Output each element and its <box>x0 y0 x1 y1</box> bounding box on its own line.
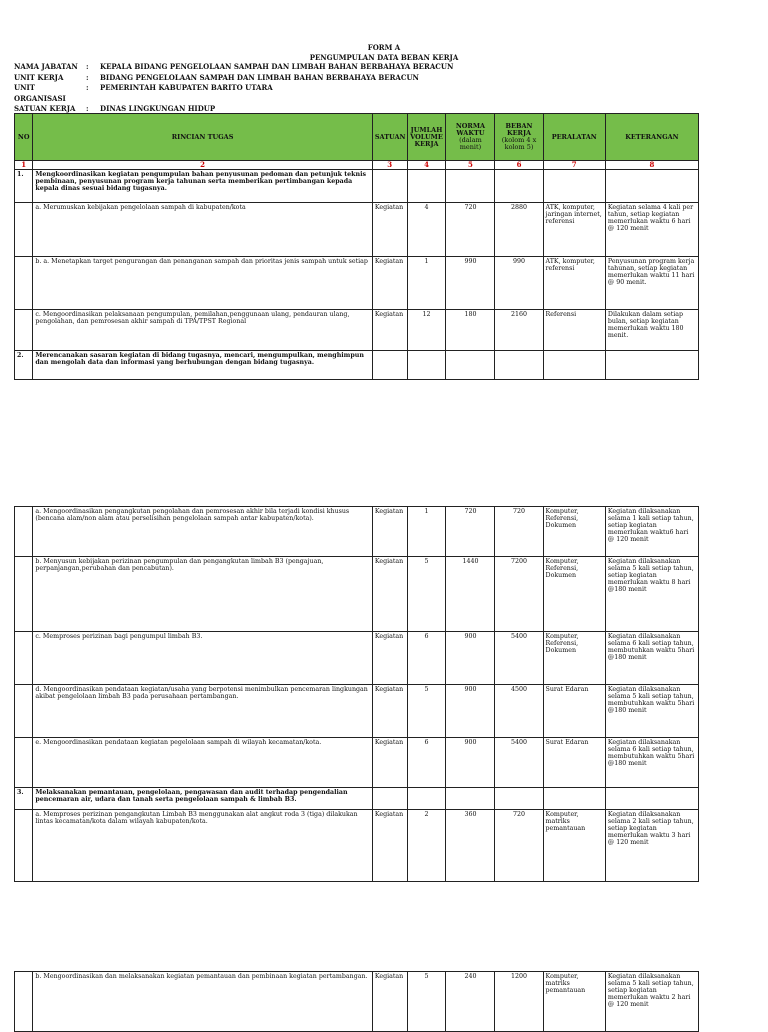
header-rincian-tugas: RINCIAN TUGAS <box>33 114 372 161</box>
workload-table-part-1 <box>14 113 699 380</box>
info-value: KEPALA BIDANG PENGELOLAAN SAMPAH DAN LIMBAH BAHAN BERBAHAYA BERACUN <box>100 62 454 71</box>
col-number: 8 <box>605 161 698 170</box>
info-label: SATUAN KERJA <box>14 104 76 113</box>
table-row: b. a. Menetapkan target pengurangan dan penanganan sampah dan prioritas jenis sampah untuk setiap Kegiatan 1 990 990 ATK, komputer, referensi Penyusunan program kerja tahunan, setiap kegiatan memerlukan waktu 11 hari @ 90 menit. <box>15 257 699 310</box>
table-row: c. Memproses perizinan bagi pengumpul limbah B3. Kegiatan 6 900 5400 Komputer, Referensi, Dokumen Kegiatan dilaksanakan selama 6 kali setiap tahun, membutuhkan waktu 5hari @180 menit <box>15 632 699 685</box>
header-no: NO <box>15 114 33 161</box>
table-row: 1. Mengkoordinasikan kegiatan pengumpulan bahan penyusunan pedoman dan petunjuk teknis pembinaan, penyusunan program kerja tahunan serta memberikan pertimbangan kepada kepala dinas sesuai bidang tugasnya. <box>15 170 699 203</box>
info-label: UNIT ORGANISASI <box>14 83 66 103</box>
info-row-unit-organisasi: UNIT ORGANISASI : PEMERINTAH KABUPATEN BARITO UTARA <box>14 83 273 103</box>
col-number: 7 <box>543 161 605 170</box>
form-subtitle: PENGUMPULAN DATA BEBAN KERJA <box>309 53 459 62</box>
table-row: b. Mengoordinasikan dan melaksanakan kegiatan pemantauan dan pembinaan kegiatan pertambangan. Kegiatan 5 240 1200 Komputer, matriks pemantauan Kegiatan dilaksanakan selama 5 kali setiap tahun, setiap kegiatan memerlukan waktu 2 hari @ 120 menit <box>15 972 699 1032</box>
form-info-block <box>14 62 453 115</box>
info-value: PEMERINTAH KABUPATEN BARITO UTARA <box>100 83 273 92</box>
info-row-nama-jabatan: NAMA JABATAN : KEPALA BIDANG PENGELOLAAN SAMPAH DAN LIMBAH BAHAN BERBAHAYA BERACUN <box>14 62 454 71</box>
header-norma-waktu: NORMA WAKTU (dalam menit) <box>446 114 495 161</box>
table-row: d. Mengoordinasikan pendataan kegiatan/usaha yang berpotensi menimbulkan pencemaran lingkungan akibat pengelolaan limbah B3 pada perusahaan pertambangan. Kegiatan 5 900 4500 Surat Edaran Kegiatan dilaksanakan selama 5 kali setiap tahun, membutuhkan waktu 5hari @180 menit <box>15 685 699 738</box>
info-value: DINAS LINGKUNGAN HIDUP <box>100 104 216 113</box>
info-row-satuan-kerja: SATUAN KERJA : DINAS LINGKUNGAN HIDUP <box>14 104 216 113</box>
workload-table-part-2 <box>14 506 699 882</box>
form-title: FORM A <box>367 43 401 52</box>
table-row: 3. Melaksanakan pemantauan, pengelolaan, pengawasan dan audit terhadap pengendalian pencemaran air, udara dan tanah serta pengelolaan sampah & limbah B3. <box>15 788 699 810</box>
header-keterangan: KETERANGAN <box>605 114 698 161</box>
info-label: NAMA JABATAN <box>14 62 78 71</box>
header-peralatan: PERALATAN <box>543 114 605 161</box>
workload-table-part-3 <box>14 971 699 1032</box>
table-row: a. Merumuskan kebijakan pengelolaan sampah di kabupaten/kota Kegiatan 4 720 2880 ATK, komputer, jaringan internet, referensi Kegiatan selama 4 kali per tahun, setiap kegiatan memerlukan waktu 6 hari @ 120 menit <box>15 203 699 257</box>
table-row: 2. Merencanakan sasaran kegiatan di bidang tugasnya, mencari, mengumpulkan, menghimpun dan mengolah data dan informasi yang berhubungan dengan bidang tugasnya. <box>15 351 699 380</box>
table-row: a. Memproses perizinan pengangkutan Limbah B3 menggunakan alat angkut roda 3 (tiga) dilakukan lintas kecamatan/kota dalam wilayah kabupaten/kota. Kegiatan 2 360 720 Komputer, matriks pemantauan Kegiatan dilaksanakan selama 2 kali setiap tahun, setiap kegiatan memerlukan waktu 3 hari @ 120 menit <box>15 810 699 882</box>
col-number: 3 <box>372 161 407 170</box>
table-row: b. Menyusun kebijakan perizinan pengumpulan dan pengangkutan limbah B3 (pengajuan, perpanjangan,perubahan dan pencabutan). Kegiatan 5 1440 7200 Komputer, Referensi, Dokumen Kegiatan dilaksanakan selama 5 kali setiap tahun, setiap kegiatan memerlukan waktu 8 hari @180 menit <box>15 557 699 632</box>
table-row: c. Mengoordinasikan pelaksanaan pengumpulan, pemilahan,penggunaan ulang, pendauran ulang, pengolahan, dan pemrosesan akhir sampah di TPA/TPST Regional Kegiatan 12 180 2160 Referensi Dilakukan dalam setiap bulan, setiap kegiatan memerlukan waktu 180 menit. <box>15 310 699 351</box>
col-number: 5 <box>446 161 495 170</box>
table-row: a. Mengoordinasikan pengangkutan pengolahan dan pemrosesan akhir bila terjadi kondisi khusus (bencana alam/non alam atau perselisihan pengelolaan sampah antar kabupaten/kota). Kegiatan 1 720 720 Komputer, Referensi, Dokumen Kegiatan dilaksanakan selama 1 kali setiap tahun, setiap kegiatan memerlukan waktu6 hari @ 120 menit <box>15 507 699 557</box>
col-number: 6 <box>495 161 543 170</box>
table-row: e. Mengoordinasikan pendataan kegiatan pegelolaan sampah di wilayah kecamatan/kota. Kegiatan 6 900 5400 Surat Edaran Kegiatan dilaksanakan selama 6 kali setiap tahun, membutuhkan waktu 5hari @180 menit <box>15 738 699 788</box>
info-label: UNIT KERJA <box>14 72 64 82</box>
info-value: BIDANG PENGELOLAAN SAMPAH DAN LIMBAH BAHAN BERBAHAYA BERACUN <box>100 72 419 82</box>
column-number-row <box>15 161 699 170</box>
info-row-unit-kerja: UNIT KERJA : BIDANG PENGELOLAAN SAMPAH DAN LIMBAH BAHAN BERBAHAYA BERACUN <box>14 72 419 82</box>
header-beban-kerja: BEBAN KERJA (kolom 4 x kolom 5) <box>495 114 543 161</box>
header-satuan: SATUAN <box>372 114 407 161</box>
header-jumlah-volume: JUMLAH VOLUME KERJA <box>407 114 446 161</box>
col-number: 1 <box>15 161 33 170</box>
col-number: 2 <box>33 161 372 170</box>
col-number: 4 <box>407 161 446 170</box>
table-header-row <box>15 114 699 161</box>
